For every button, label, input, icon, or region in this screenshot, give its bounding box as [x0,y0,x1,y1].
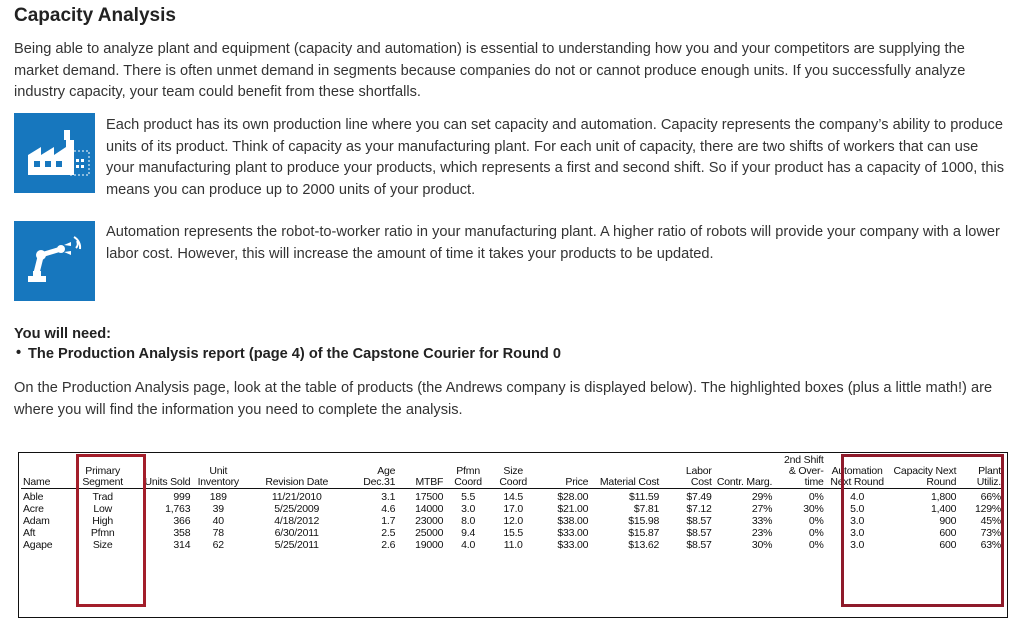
cell-capacity: 1,400 [931,503,957,515]
cell-material-cost: $11.59 [629,491,660,503]
cell-inventory: 78 [212,527,224,539]
cell-units-sold: 999 [173,491,191,503]
cell-price: $38.00 [557,515,589,527]
cell-capacity: 600 [939,527,957,539]
cell-size: 15.5 [503,527,524,539]
cell-inventory: 39 [212,503,224,515]
cell-pfmn: 5.5 [461,491,476,503]
cell-size: 11.0 [503,539,523,551]
col-header-segment: Primary Segment [67,455,139,489]
cell-plant-util: 73% [980,527,1001,539]
cell-size: 12.0 [503,515,524,527]
cell-size: 17.0 [503,503,524,515]
cell-overtime: 0% [808,527,824,539]
cell-contr-marg: 33% [751,515,773,527]
cell-price: $28.00 [557,491,589,503]
cell-overtime: 0% [808,491,824,503]
cell-age: 3.1 [381,491,396,503]
col-header-size: Size Coord [491,455,536,489]
col-header-contr-marg: Contr. Marg. [714,455,775,489]
cell-capacity: 600 [939,539,957,551]
cell-name: Acre [23,503,44,515]
cell-revision-date: 11/21/2010 [271,491,322,503]
cell-material-cost: $15.87 [628,527,660,539]
cell-revision-date: 5/25/2009 [274,503,320,515]
cell-revision-date: 4/18/2012 [274,515,320,527]
cell-name: Agape [23,539,53,551]
cell-automation: 4.0 [850,491,865,503]
col-header-name: Name [21,455,67,489]
col-header-inventory: Unit Inventory [192,455,244,489]
robot-arm-icon [14,221,95,301]
cell-pfmn: 8.0 [461,515,476,527]
cell-segment: Low [93,503,112,515]
cell-mtbf: 17500 [415,491,444,503]
cell-contr-marg: 27% [751,503,773,515]
col-header-pfmn: Pfmn Coord [445,455,491,489]
cell-capacity: 1,800 [931,491,957,503]
col-header-mtbf: MTBF [397,455,445,489]
cell-age: 1.7 [381,515,396,527]
cell-overtime: 0% [808,539,824,551]
intro-paragraph: Being able to analyze plant and equipment (capacity and automation) is essential to understanding how you and your competitors are supplying the market demand. There is often unmet demand in segments because companies do not or cannot produce enough units. If you successfully analyze industry capacity, your team could benefit from these shortfalls. [14,41,966,100]
col-header-material-cost: Material Cost [590,455,661,489]
segment-highlight-box [76,454,146,607]
col-header-price: Price [536,455,591,489]
you-will-need-heading: You will need: [14,326,112,342]
cell-inventory: 62 [212,539,224,551]
cell-overtime: 0% [808,515,824,527]
cell-age: 2.6 [381,539,396,551]
cell-labor-cost: $8.57 [686,515,712,527]
cell-segment: Pfmn [90,527,115,539]
col-header-units-sold: Units Sold [139,455,193,489]
col-header-overtime: 2nd Shift & Over-time [774,455,825,489]
col-header-age: Age Dec.31 [349,455,397,489]
cell-name: Adam [23,515,50,527]
cell-revision-date: 6/30/2011 [274,527,319,539]
cell-units-sold: 358 [173,527,191,539]
cell-automation: 3.0 [850,539,865,551]
cell-size: 14.5 [503,491,524,503]
cell-automation: 3.0 [850,527,865,539]
cell-name: Aft [23,527,36,539]
cell-price: $33.00 [557,527,589,539]
cell-contr-marg: 23% [751,527,773,539]
cell-capacity: 900 [939,515,957,527]
cell-inventory: 40 [212,515,224,527]
cell-segment: Size [92,539,113,551]
cell-plant-util: 129% [974,503,1001,515]
cell-units-sold: 1,763 [165,503,191,515]
cell-labor-cost: $8.57 [686,539,712,551]
cell-plant-util: 66% [980,491,1001,503]
cell-contr-marg: 29% [751,491,773,503]
cell-material-cost: $7.81 [633,503,660,515]
cell-name: Able [23,491,44,503]
page-title: Capacity Analysis [14,5,176,26]
cell-mtbf: 14000 [415,503,444,515]
instructions-paragraph: On the Production Analysis page, look at the table of products (the Andrews company is displayed below). The highlighted boxes (plus a little math!) are where you will find the information you need to complete the analysis. [14,380,993,418]
cell-pfmn: 3.0 [461,503,476,515]
list-item: • The Production Analysis report (page 4) of the Capstone Courier for Round 0 [14,346,561,362]
cell-automation: 3.0 [850,515,865,527]
cell-segment: High [92,515,114,527]
cell-age: 2.5 [381,527,396,539]
cell-plant-util: 63% [980,539,1001,551]
cell-material-cost: $13.62 [628,539,660,551]
cell-labor-cost: $7.49 [686,491,712,503]
factory-icon [14,113,95,193]
col-header-plant-util: Plant Utiliz. [958,455,1003,489]
cell-contr-marg: 30% [751,539,773,551]
capacity-callout-text: Each product has its own production line where you can set capacity and automation. Capacity represents the company’s ability to produce units of its product. Think of capacity as your manufacturing plant. For each unit of capacity, there are two shifts of workers that can use your manufacturing plant to produce your products, which represents a first and second shift. So if your product has a capacity of 1000, this means you can produce up to 2000 units of your product. [106,117,1005,198]
col-header-automation: Automation Next Round [826,455,889,489]
cell-mtbf: 25000 [415,527,444,539]
cell-units-sold: 314 [173,539,191,551]
automation-callout-text: Automation represents the robot-to-worker ratio in your manufacturing plant. A higher ratio of robots will provide your company with a lower labor cost. However, this will increase the amount of time it takes your products to be updated. [106,224,1000,262]
cell-overtime: 30% [803,503,824,515]
col-header-labor-cost: Labor Cost [661,455,714,489]
cell-pfmn: 4.0 [461,539,476,551]
cell-labor-cost: $7.12 [686,503,712,515]
cell-plant-util: 45% [980,515,1001,527]
cell-revision-date: 5/25/2011 [274,539,319,551]
col-header-capacity: Capacity Next Round [889,455,959,489]
production-analysis-table [18,452,1008,618]
cell-mtbf: 23000 [415,515,444,527]
capacity-highlight-box [841,454,1004,607]
col-header-revision-date: Revision Date [244,455,349,489]
cell-units-sold: 366 [173,515,191,527]
needs-list [14,346,561,362]
cell-price: $21.00 [557,503,589,515]
cell-automation: 5.0 [850,503,865,515]
cell-mtbf: 19000 [415,539,444,551]
cell-age: 4.6 [381,503,396,515]
cell-price: $33.00 [557,539,589,551]
cell-inventory: 189 [209,491,227,503]
cell-pfmn: 9.4 [461,527,476,539]
cell-material-cost: $15.98 [628,515,660,527]
cell-segment: Trad [92,491,113,503]
cell-labor-cost: $8.57 [686,527,712,539]
